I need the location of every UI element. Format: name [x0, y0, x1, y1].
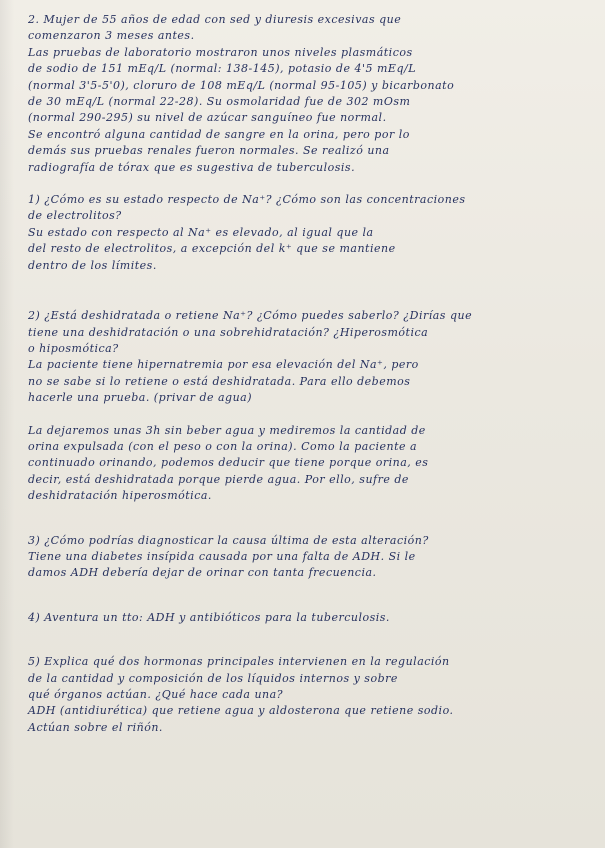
- question-2: 2) ¿Está deshidratada o retiene Na⁺? ¿Cómo puedes saberlo? ¿Dirías que tiene una deshidratación o una sobrehidratación? ¿Hiperosmótica o hiposmótica?: [28, 309, 473, 355]
- answer-1: Su estado con respecto al Na⁺ es elevado, al igual que la del resto de electrolitos, a excepción del k⁺ que se mantiene dentro de los límites.: [28, 225, 396, 272]
- question-5: 5) Explica qué dos hormonas principales intervienen en la regulación de la cantidad y composición de los líquidos internos y sobre qué órganos actúan. ¿Qué hace cada una?: [28, 655, 450, 701]
- handwritten-content: [28, 12, 588, 736]
- answer-2-continued: La dejaremos unas 3h sin beber agua y mediremos la cantidad de orina expulsada (con el peso o con la orina). Como la paciente a continuado orinando, podemos deducir que tiene porque orina, es decir, está deshidratada porque pierde agua. Por ello, sufre de deshidratación hiperosmótica.: [28, 423, 429, 503]
- question-1: 1) ¿Cómo es su estado respecto de Na⁺? ¿Cómo son las concentraciones de electrolitos?: [28, 193, 466, 223]
- answer-2: La paciente tiene hipernatremia por esa elevación del Na⁺, pero no se sabe si lo retiene o está deshidratada. Para ello debemos hacerle una prueba. (privar de agua): [28, 358, 419, 405]
- answer-3: Tiene una diabetes insípida causada por una falta de ADH. Si le damos ADH debería dejar de orinar con tanta frecuencia.: [28, 549, 416, 580]
- answer-5: ADH (antidiurética) que retiene agua y aldosterona que retiene sodio. Actúan sobre el riñón.: [28, 704, 454, 734]
- question-4: 4) Aventura un tto: ADH y antibióticos para la tuberculosis.: [28, 610, 390, 624]
- problem-intro: 2. Mujer de 55 años de edad con sed y diuresis excesivas que comenzaron 3 meses antes. Las pruebas de laboratorio mostraron unos niveles plasmáticos de sodio de 151 mEq/L (normal: 138-145), potasio de 4'5 mEq/L (normal 3'5-5'0), cloruro de 108 mEq/L (normal 95-105) y bicarbonato de 30 mEq/L (normal 22-28). Su osmolaridad fue de 302 mOsm (normal 290-295) su nivel de azúcar sanguíneo fue normal. Se encontró alguna cantidad de sangre en la orina, pero por lo demás sus pruebas renales fueron normales. Se realizó una radiografía de tórax que es sugestiva de tuberculosis.: [28, 13, 455, 174]
- question-3: 3) ¿Cómo podrías diagnosticar la causa última de esta alteración?: [28, 533, 429, 547]
- page-shadow: [0, 0, 14, 848]
